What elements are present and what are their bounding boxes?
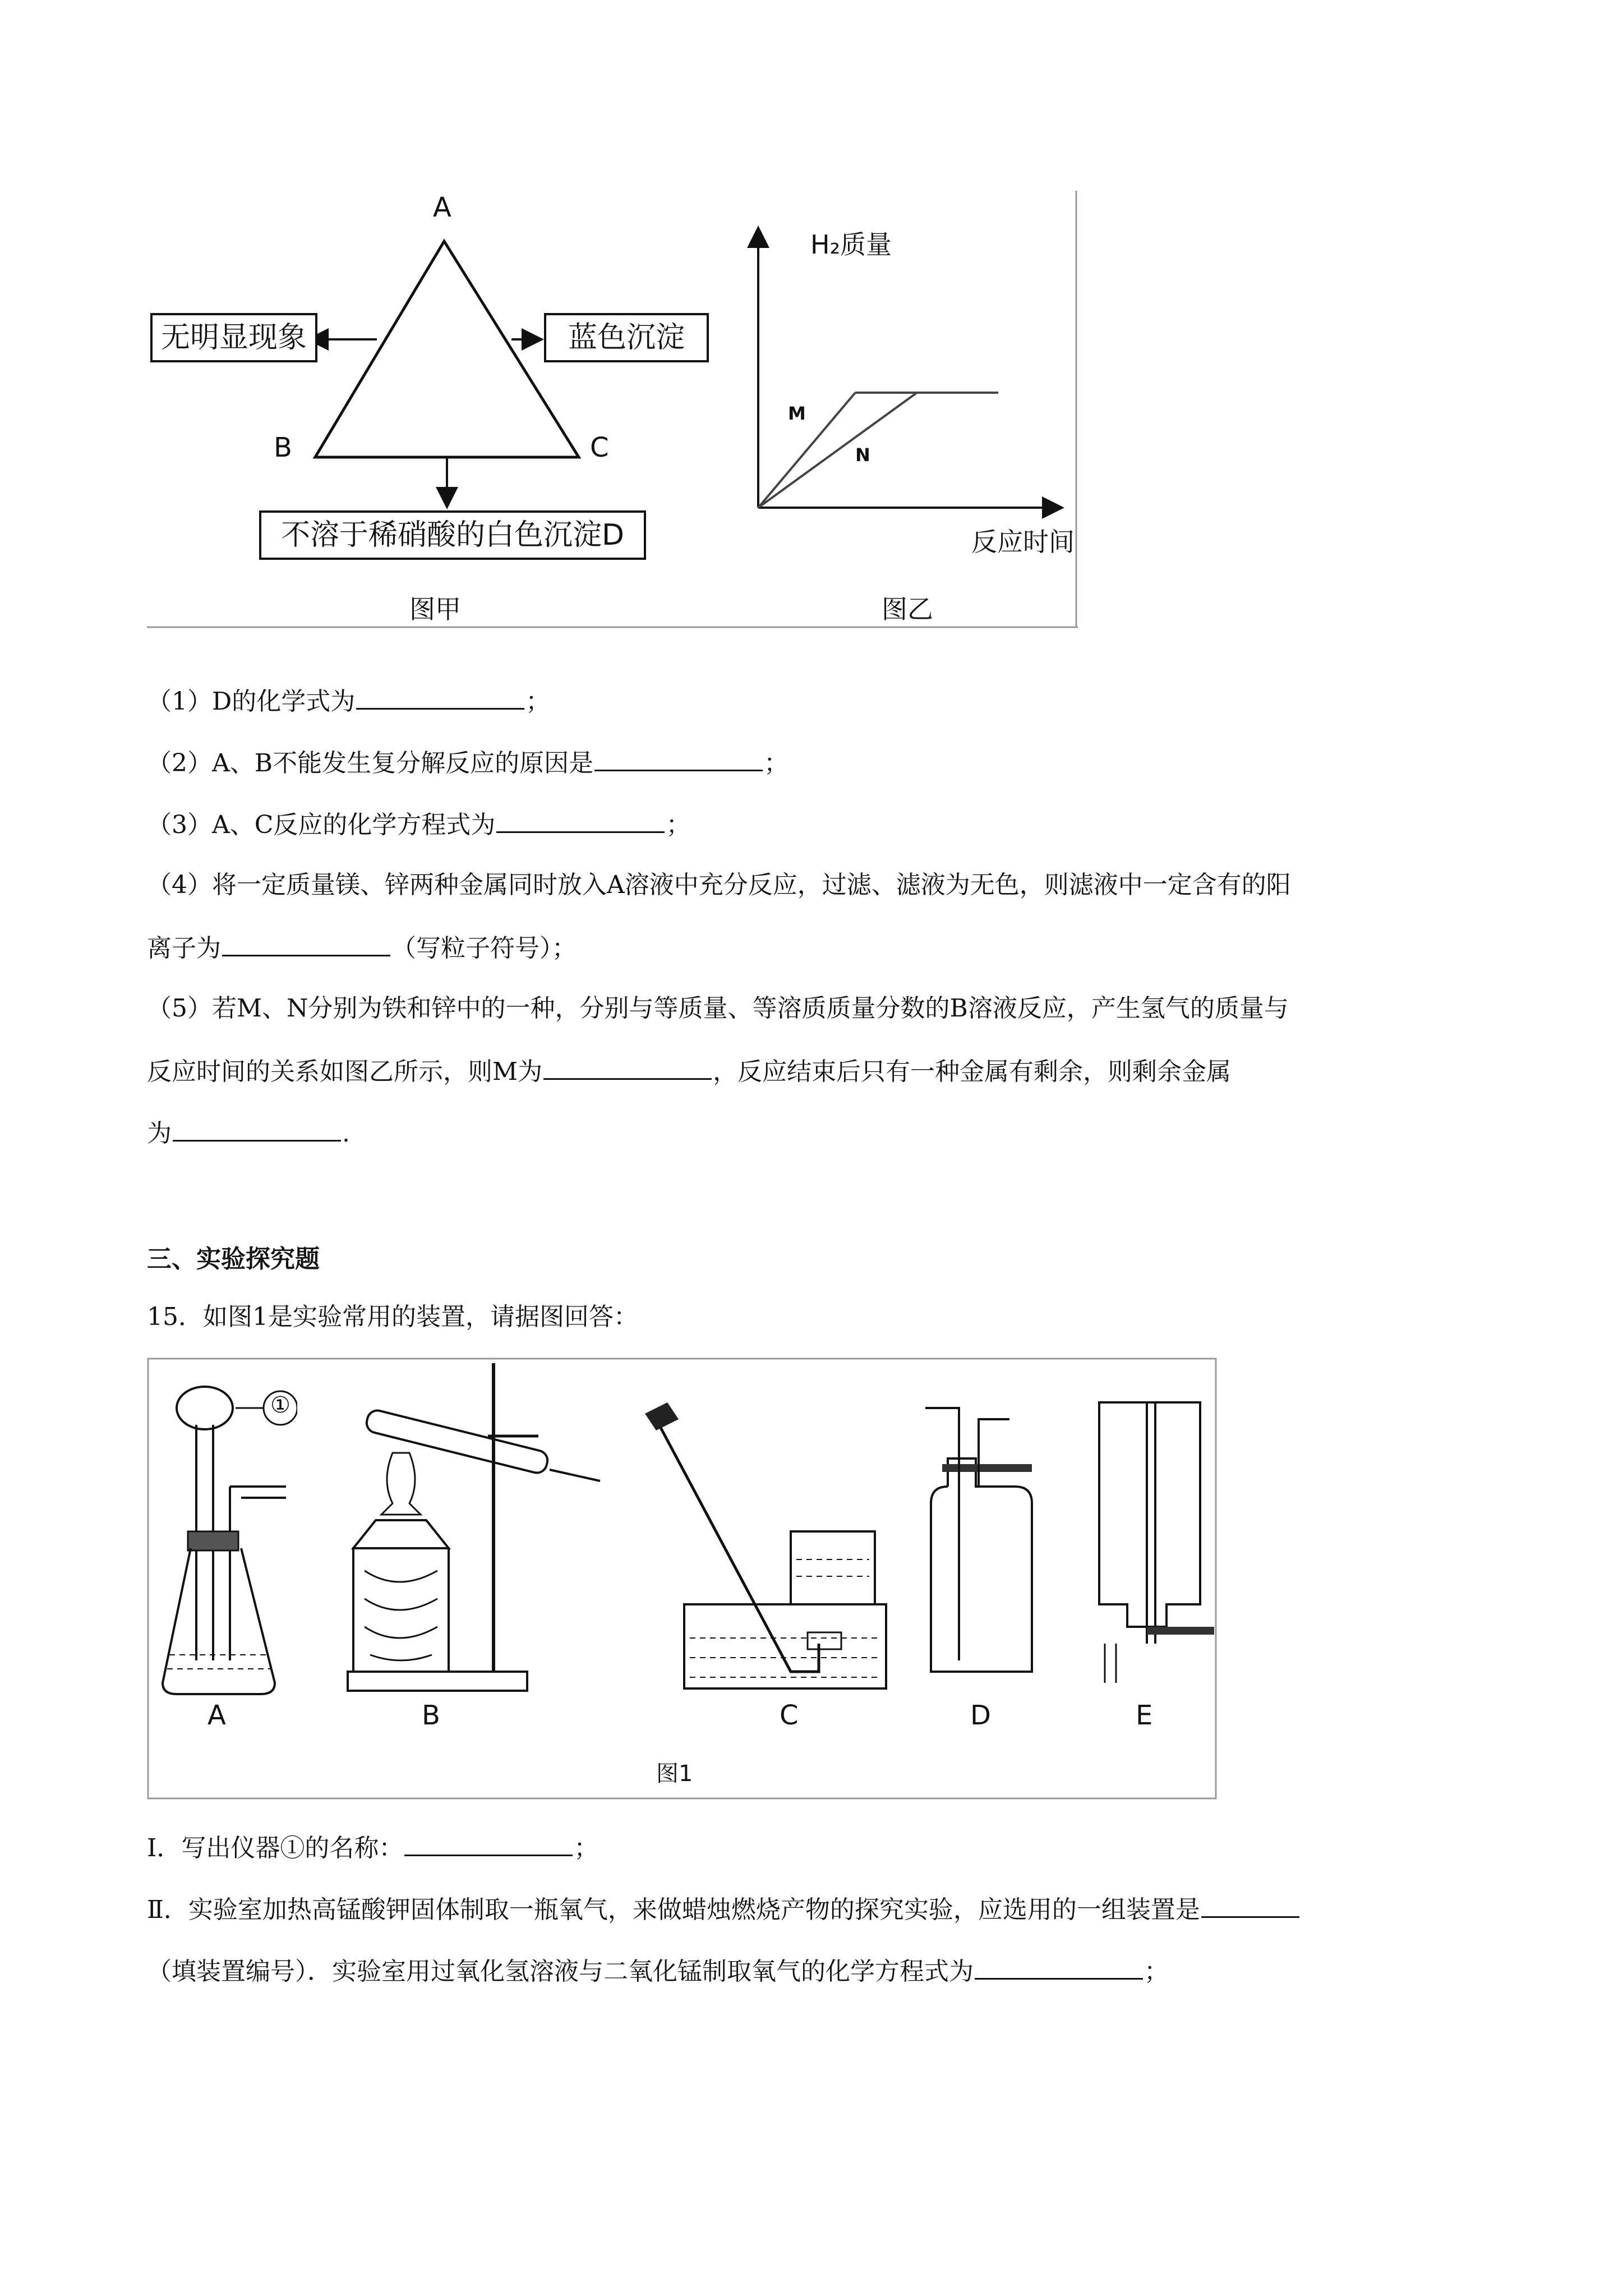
- part-2-line2: （填装置编号）．实验室用过氧化氢溶液与二氧化锰制取氧气的化学方程式为 ；: [147, 1953, 1169, 1989]
- vertex-a-label: A: [433, 192, 451, 223]
- apparatus-label-d: D: [970, 1700, 991, 1731]
- question-2: （2）A、B不能发生复分解反应的原因是 ；: [147, 745, 789, 780]
- answer-blank-part2a[interactable]: [1201, 1892, 1299, 1918]
- chart-ylabel: H₂质量: [810, 229, 892, 260]
- answer-blank-3[interactable]: [496, 807, 665, 833]
- apparatus-label-b: B: [422, 1700, 440, 1731]
- vertex-c-label: C: [590, 432, 609, 463]
- question-15: 15．如图1是实验常用的装置，请据图回答：: [147, 1303, 638, 1331]
- caption-figure-yi: 图乙: [882, 594, 933, 624]
- answer-blank-part2b[interactable]: [975, 1953, 1143, 1980]
- answer-blank-5b[interactable]: [173, 1115, 341, 1142]
- series-n-line: [758, 393, 917, 508]
- apparatus-e: [1094, 1380, 1217, 1694]
- answer-blank-1[interactable]: [356, 683, 524, 710]
- answer-blank-5a[interactable]: [543, 1053, 712, 1080]
- caption-figure-1: 图1: [656, 1761, 693, 1787]
- part-1: Ⅰ．写出仪器①的名称： ；: [147, 1830, 598, 1865]
- series-m-line: [758, 393, 855, 508]
- apparatus-c: [628, 1380, 897, 1694]
- question-3: （3）A、C反应的化学方程式为 ；: [147, 807, 690, 842]
- hydrogen-mass-chart: [729, 213, 1088, 572]
- apparatus-b: [336, 1358, 617, 1705]
- question-5-line2: 反应时间的关系如图乙所示，则M为 ，反应结束后只有一种金属有剩余，则剩余金属: [147, 1053, 1231, 1089]
- section-title: 三、实验探究题: [147, 1245, 320, 1273]
- question-1: （1）D的化学式为 ；: [147, 683, 550, 719]
- question-4-line2: 离子为 （写粒子符号）；: [147, 930, 577, 965]
- series-m-label: M: [788, 403, 806, 424]
- question-5-line3: 为 .: [147, 1115, 350, 1151]
- chart-xlabel: 反应时间: [971, 527, 1075, 557]
- answer-blank-4[interactable]: [222, 930, 390, 956]
- box-no-phenomenon: 无明显现象: [150, 313, 317, 362]
- apparatus-label-c: C: [780, 1700, 799, 1731]
- series-n-label: N: [855, 444, 870, 466]
- vertex-b-label: B: [274, 432, 292, 463]
- question-5-line1: （5）若M、N分别为铁和锌中的一种，分别与等质量、等溶质质量分数的B溶液反应，产生氢气的质量与: [147, 994, 1289, 1023]
- question-4-line1: （4）将一定质量镁、锌两种金属同时放入A溶液中充分反应，过滤、滤液为无色，则滤液中一定含有的阳: [147, 871, 1291, 899]
- answer-blank-part1[interactable]: [404, 1830, 573, 1856]
- box-white-precipitate-d: 不溶于稀硝酸的白色沉淀D: [259, 510, 646, 560]
- apparatus-label-a: A: [208, 1700, 226, 1731]
- answer-blank-2[interactable]: [594, 745, 763, 771]
- figure1-marker: ①: [270, 1392, 291, 1418]
- apparatus-label-e: E: [1136, 1700, 1153, 1731]
- box-blue-precipitate: 蓝色沉淀: [544, 313, 709, 362]
- apparatus-a: [151, 1369, 297, 1705]
- caption-figure-jia: 图甲: [409, 594, 461, 624]
- apparatus-d: [920, 1380, 1066, 1694]
- part-2-line1: Ⅱ．实验室加热高锰酸钾固体制取一瓶氧气，来做蜡烛燃烧产物的探究实验，应选用的一组装置是: [147, 1892, 1301, 1927]
- triangle-shape: [315, 241, 579, 457]
